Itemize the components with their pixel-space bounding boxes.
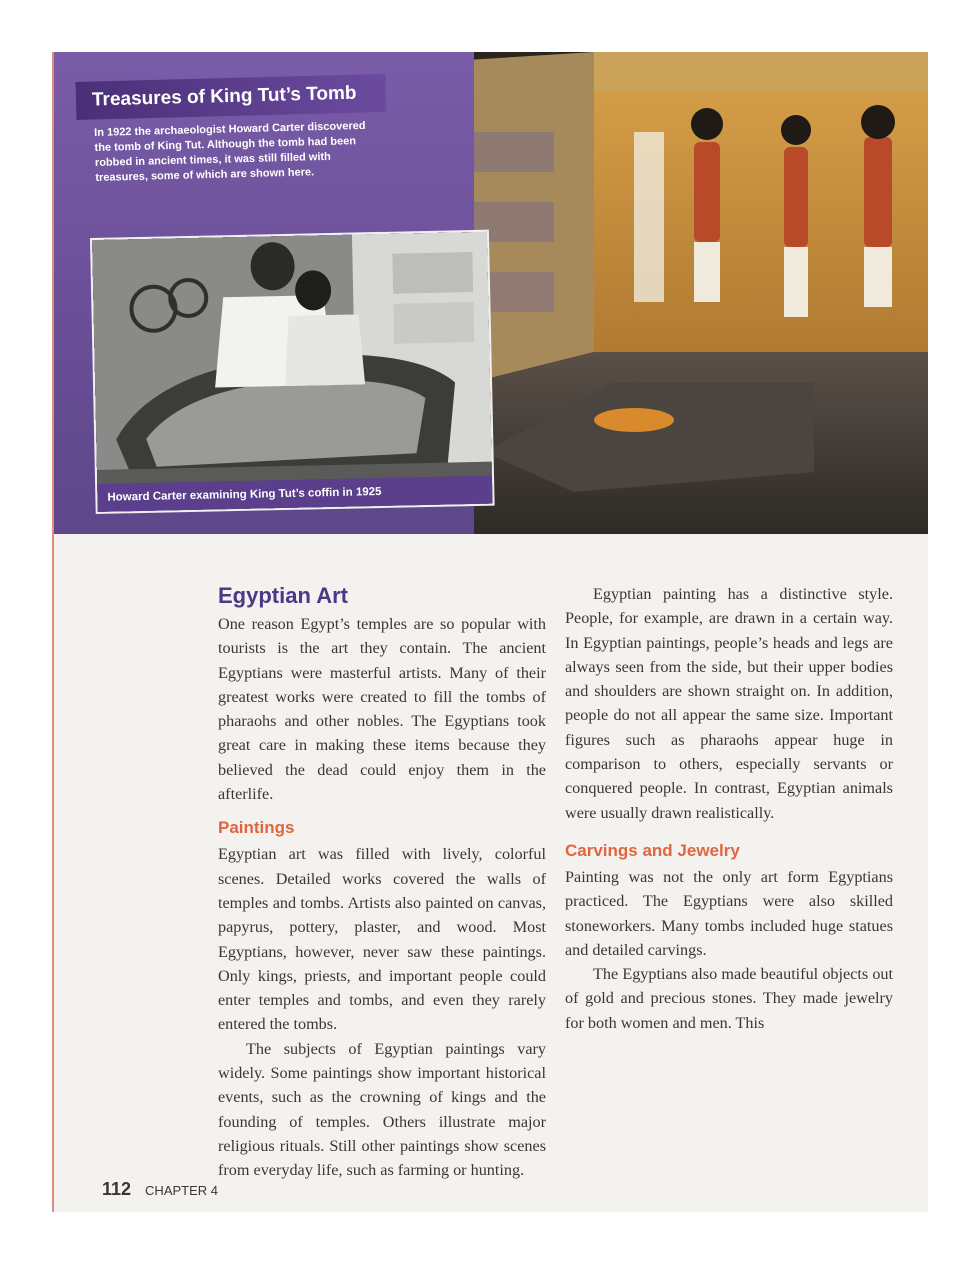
page-footer (102, 1179, 218, 1200)
subheading-paintings: Paintings (218, 818, 295, 838)
paintings-paragraph-2: The subjects of Egyptian paintings vary widely. Some paintings show important historical events, such as the crowning of kings and the founding of temples. Others illustrate major religious rituals. Still other paintings show scenes from everyday life, such as farming or hunting. (218, 1039, 546, 1180)
sidebar-title: Treasures of King Tut’s Tomb (76, 74, 387, 120)
feature-banner (54, 52, 928, 534)
left-column (218, 582, 546, 1183)
section-heading-egyptian-art: Egyptian Art (218, 583, 348, 608)
right-column (565, 582, 893, 1035)
intro-paragraph: One reason Egypt’s temples are so popular with tourists is the art they contain. The ancient Egyptians were masterful artists. Many of their greatest works were created to fill the tombs of pharaohs and other nobles. The Egyptians took great care in making these items because they believed the dead could enjoy them in the afterlife. (218, 615, 546, 804)
textbook-page (52, 52, 928, 1212)
sidebar-text: In 1922 the archaeologist Howard Carter discovered the tomb of King Tut. Although the tomb had been robbed in ancient times, it was still filled with treasures, some of which are shown here. (94, 119, 366, 184)
subheading-carvings-jewelry: Carvings and Jewelry (565, 840, 740, 860)
page-number: 112 (102, 1179, 132, 1199)
chapter-label: CHAPTER 4 (145, 1183, 219, 1198)
carter-photo (92, 232, 493, 512)
carvings-paragraph-2: The Egyptians also made beautiful objects out of gold and precious stones. They made jewelry for both women and men. This (565, 965, 893, 1032)
photo-caption: Howard Carter examining King Tut’s coffin in 1925 (97, 476, 492, 512)
paintings-paragraph-1: Egyptian art was filled with lively, colorful scenes. Detailed works covered the walls of temples and tombs. Artists also painted on canvas, papyrus, pottery, plaster, and wood. Most Egyptians, however, never saw these paintings. Only kings, priests, and important people could enter temples and tombs, and even they rarely entered the tombs. (218, 845, 546, 1034)
paintings-paragraph-3: Egyptian painting has a distinctive style. People, for example, are drawn in a certain way. In Egyptian paintings, people’s heads and legs are always seen from the side, but their upper bodies and shoulders are shown straight on. In addition, people do not all appear the same size. Important figures such as pharaohs appear huge in comparison to others, especially servants or conquered people. In contrast, Egyptian animals were usually drawn realistically. (565, 585, 893, 822)
carter-coffin-image (92, 232, 493, 512)
carvings-paragraph-1: Painting was not the only art form Egyptians practiced. The Egyptians were also skilled stoneworkers. Many tombs included huge statues and detailed carvings. (565, 867, 893, 959)
